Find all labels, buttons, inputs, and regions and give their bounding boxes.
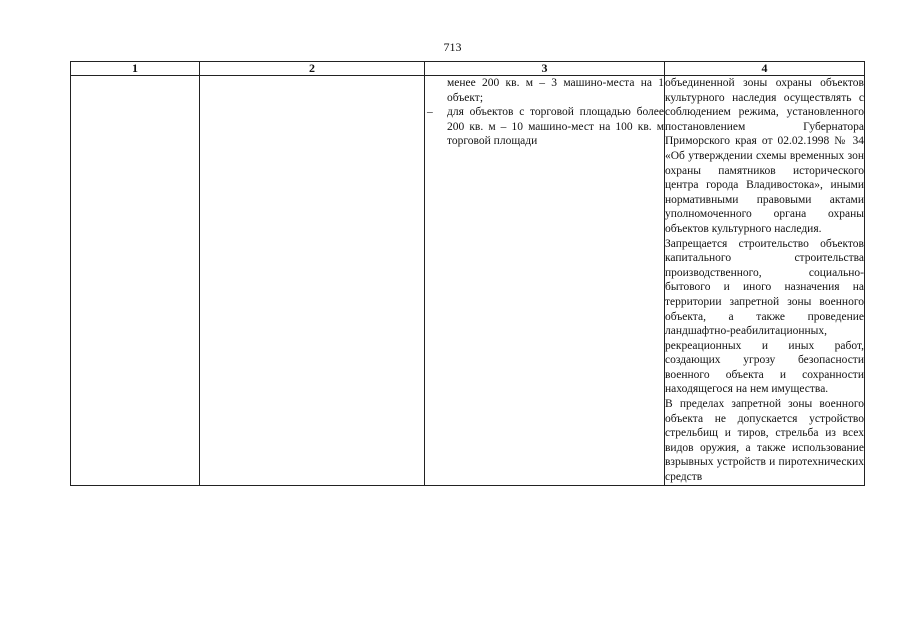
col3-line-text: для объектов с торговой площадью более 200 кв. м – 10 машино-мест на 100 кв. м торговой площади bbox=[447, 106, 664, 147]
col4-paragraph-2: Запрещается строительство объектов капитального строительства производственного, социально-бытового и иного назначения на территории запретной зоны военного объекта, а также проведение ландшафтно-реабилитационных, рекреационных и иных работ, создающих угрозу безопасности военного объекта и сохранности находящегося на нем имущества. bbox=[665, 237, 864, 396]
cell-col-3 bbox=[425, 76, 665, 486]
column-header-3: 3 bbox=[425, 62, 665, 76]
col4-paragraph-1: объединенной зоны охраны объектов культурного наследия осуществлять с соблюдением режима, установленного постановлением Губернатора Приморского края от 02.02.1998 № 34 «Об утверждении схемы временных зон охраны памятников исторического центра города Владивостока», иными нормативными правовыми актами уполномоченного органа охраны объектов культурного наследия. bbox=[665, 77, 864, 235]
column-header-4: 4 bbox=[665, 62, 865, 76]
col3-line bbox=[425, 105, 664, 149]
cell-col-4 bbox=[665, 76, 865, 486]
table-row bbox=[71, 76, 865, 486]
cell-col-2 bbox=[200, 76, 425, 486]
col3-line-text: менее 200 кв. м – 3 машино-места на 1 объект; bbox=[447, 77, 664, 104]
page-number: 713 bbox=[443, 40, 462, 54]
col3-line bbox=[425, 76, 664, 105]
col4-paragraph-3: В пределах запретной зоны военного объекта не допускается устройство стрельбищ и тиров, стрельба из всех видов оружия, а также использование взрывных устройств и пиротехнических средств bbox=[665, 398, 864, 484]
column-header-2: 2 bbox=[200, 62, 425, 76]
column-header-1: 1 bbox=[71, 62, 200, 76]
document-table bbox=[70, 61, 865, 486]
cell-col-1 bbox=[71, 76, 200, 486]
list-dash: – bbox=[427, 106, 433, 118]
table-header-row bbox=[71, 62, 865, 76]
